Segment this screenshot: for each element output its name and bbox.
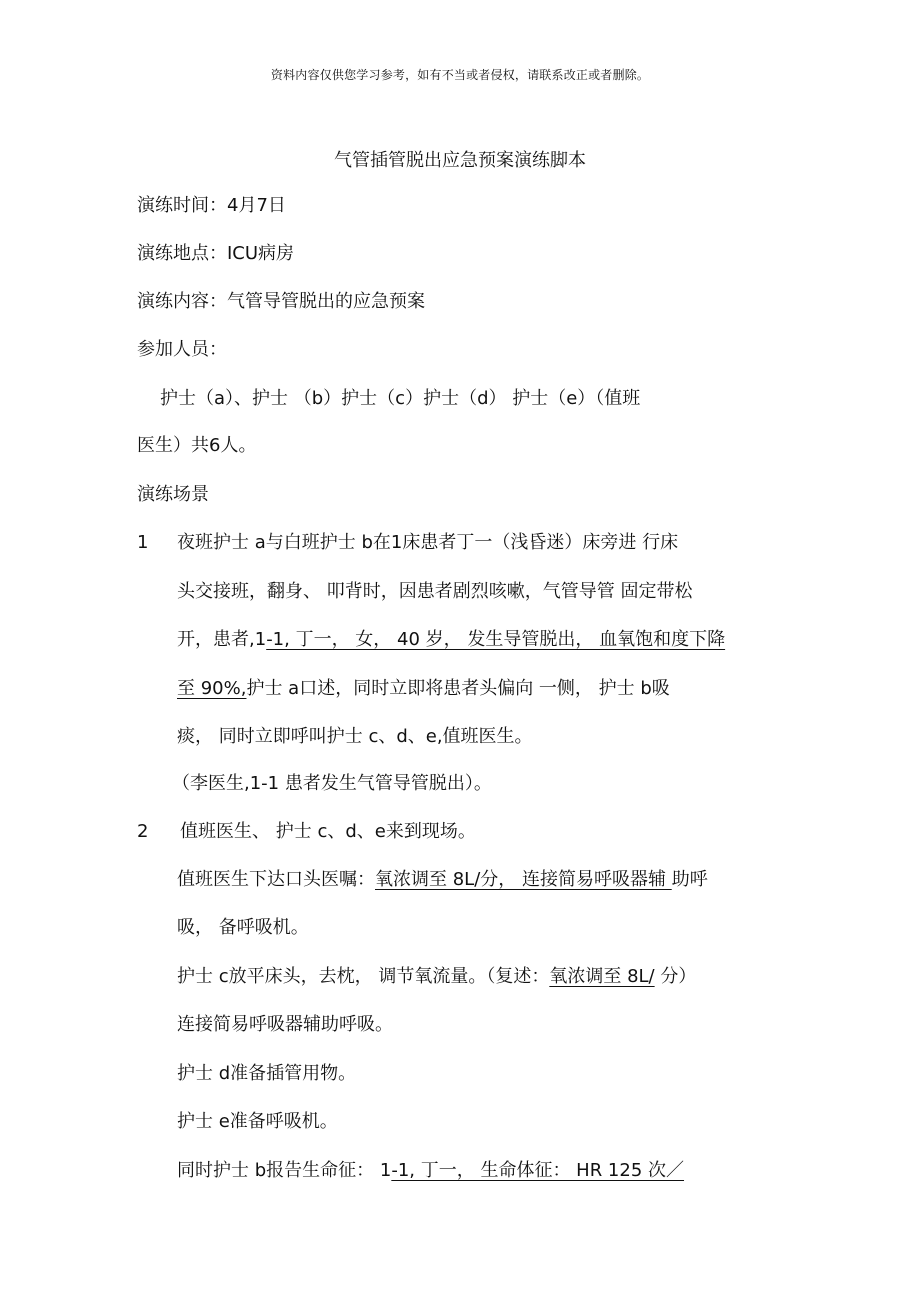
step-1-line-3-b: -1, 丁一， 女， 40 岁， 发生导管脱出， 血氧饱和度下降: [266, 629, 726, 650]
step-1-line-6: （李医生,1-1 患者发生气管导管脱出）。: [172, 773, 492, 794]
step-1-line-2: 头交接班，翻身、 叩背时，因患者剧烈咳嗽，气管导管 固定带松: [177, 581, 693, 602]
step-1-line-4: [177, 677, 670, 701]
scene-label: 演练场景: [137, 484, 209, 505]
drill-place: 演练地点：ICU病房: [137, 243, 295, 264]
nurse-b-a: 同时护士 b报告生命征： 1: [177, 1160, 392, 1181]
nurse-c-line: [177, 965, 696, 989]
step-1-line-1: 夜班护士 a与白班护士 b在1床患者丁一（浅昏迷）床旁进 行床: [177, 532, 679, 553]
nurse-c-b: 氧浓调至 8L/: [549, 966, 655, 987]
drill-time: 演练时间：4月7日: [137, 195, 286, 216]
participants-label: 参加人员：: [137, 339, 227, 360]
step-1-line-4-a: 至 90%,: [177, 678, 247, 699]
step-2-order-line: [177, 868, 708, 892]
step-2-order-c: 助呼: [671, 869, 708, 890]
step-2-order-a: 值班医生下达口头医嘱：: [177, 869, 375, 890]
step-2-order-line-2: 吸， 备呼吸机。: [177, 917, 309, 938]
participants-line-2: 医生）共6人。: [137, 435, 257, 456]
step-1-line-4-b: 护士 a口述，同时立即将患者头偏向 一侧， 护士 b吸: [246, 678, 670, 699]
document-title: 气管插管脱出应急预案演练脚本: [334, 150, 586, 171]
step-2-order-b: 氧浓调至 8L/分， 连接简易呼吸器辅: [375, 869, 672, 890]
notice-text: 资料内容仅供您学习参考，如有不当或者侵权，请联系改正或者删除。: [270, 68, 650, 82]
step-1-line-5: 痰， 同时立即呼叫护士 c、d、e,值班医生。: [177, 726, 533, 747]
nurse-b-line: [177, 1159, 684, 1183]
step-1-line-3: [177, 628, 725, 652]
nurse-c-a: 护士 c放平床头，去枕， 调节氧流量。（复述：: [177, 966, 550, 987]
step-1-number: 1: [137, 532, 149, 553]
step-2-line-1: 值班医生、 护士 c、d、e来到现场。: [180, 821, 476, 842]
nurse-c-c: 分）: [654, 966, 697, 987]
step-2-number: 2: [137, 821, 149, 842]
nurse-e-line: 护士 e准备呼吸机。: [177, 1111, 338, 1132]
step-1-line-3-a: 开，患者,1: [177, 629, 267, 650]
nurse-b-b: -1, 丁一， 生命体征： HR 125 次／: [391, 1160, 685, 1181]
nurse-c-line-2: 连接简易呼吸器辅助呼吸。: [177, 1014, 393, 1035]
participants-line-1: 护士（a）、护士 （b）护士（c）护士（d） 护士（e）（值班: [160, 388, 641, 409]
nurse-d-line: 护士 d准备插管用物。: [177, 1063, 357, 1084]
drill-content: 演练内容：气管导管脱出的应急预案: [137, 291, 425, 312]
